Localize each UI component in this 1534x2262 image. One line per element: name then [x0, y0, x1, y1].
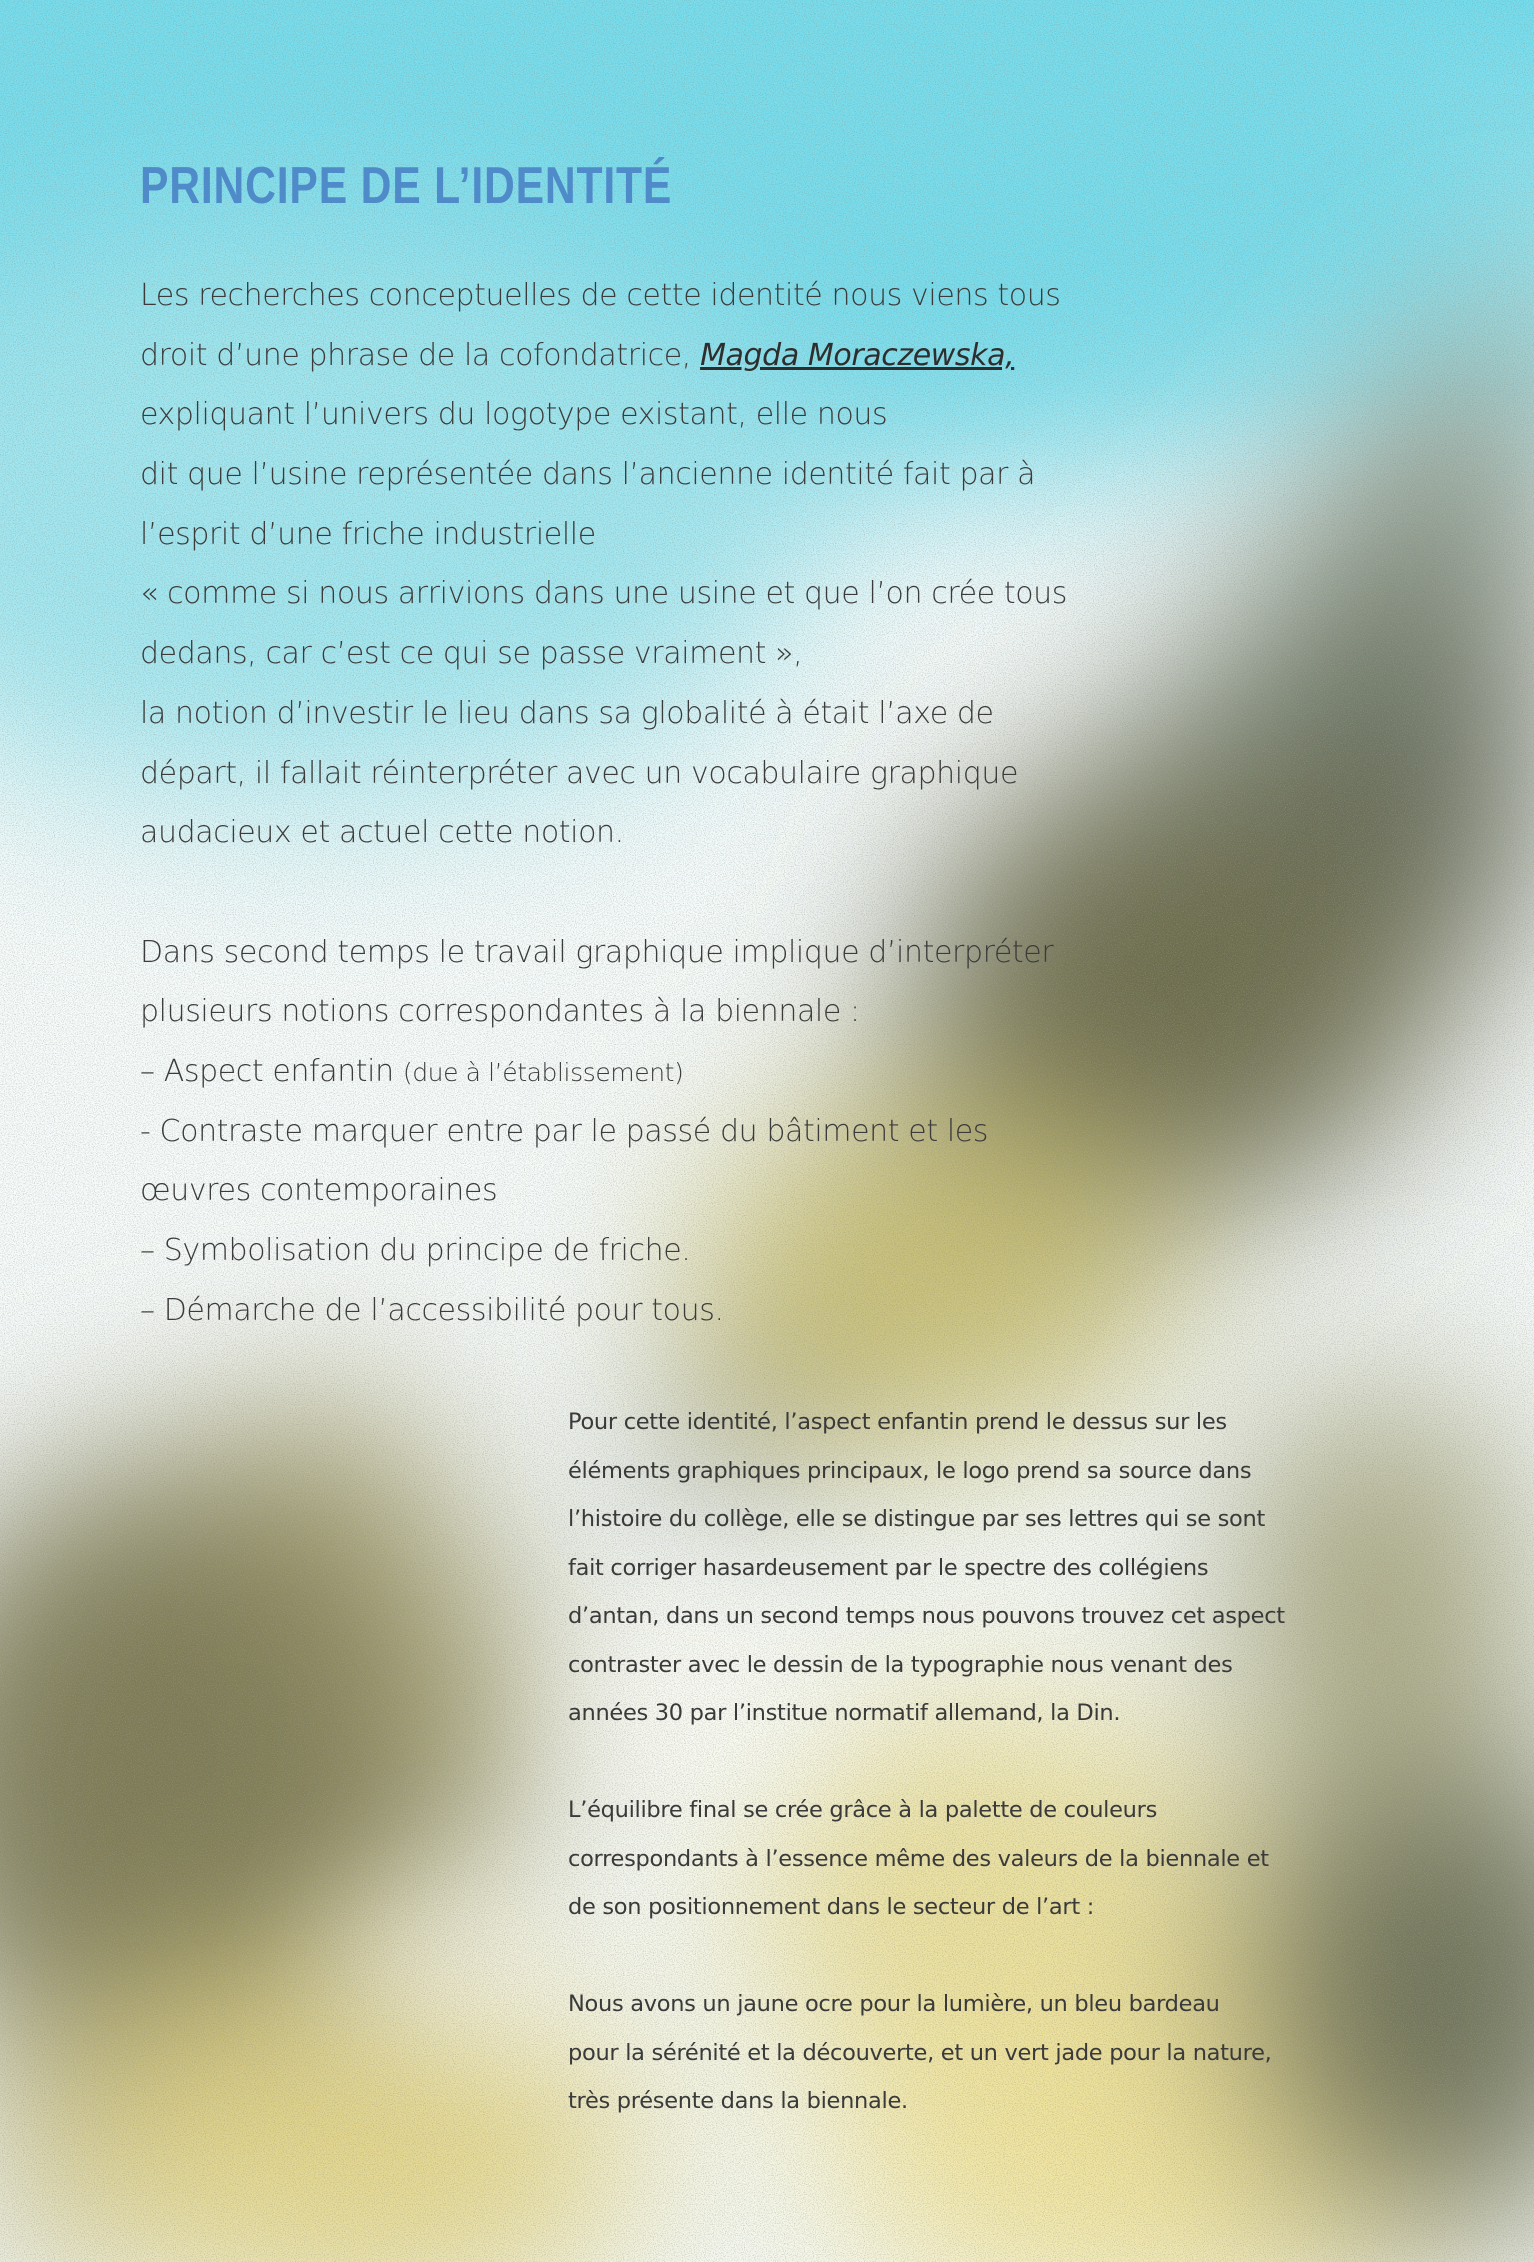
side-line: de son positionnement dans le secteur de l’art :: [568, 1894, 1094, 1920]
paragraph-gap: [568, 1932, 1398, 1981]
paragraph-gap: [568, 1738, 1398, 1787]
side-line: correspondants à l’essence même des valeurs de la biennale et: [568, 1845, 1269, 1872]
side-line: l’histoire du collège, elle se distingue par ses lettres qui se sont: [568, 1506, 1265, 1532]
notion-item: – Symbolisation du principe de friche.: [140, 1233, 691, 1268]
intro-line: [140, 326, 1140, 386]
intro-line: dit que l’usine représentée dans l’ancienne identité fait par à: [140, 457, 1036, 493]
intro-line: l’esprit d’une friche industrielle: [140, 516, 596, 552]
side-line: d’antan, dans un second temps nous pouvons trouvez cet aspect: [568, 1603, 1285, 1629]
notion-item-note: (due à l’établissement): [402, 1057, 684, 1087]
notions-line: plusieurs notions correspondantes à la biennale :: [140, 994, 860, 1030]
intro-line: expliquant l’univers du logotype existant, elle nous: [140, 397, 888, 433]
side-line: Nous avons un jaune ocre pour la lumière, un bleu bardeau: [568, 1991, 1220, 2017]
paragraph-gap: [140, 863, 1140, 923]
quote-line: dedans, car c’est ce qui se passe vraiment »,: [140, 636, 803, 672]
notion-item-continued: œuvres contemporaines: [140, 1173, 498, 1209]
notion-item: – Démarche de l’accessibilité pour tous.: [140, 1292, 724, 1328]
side-line: Pour cette identité, l’aspect enfantin prend le dessus sur les: [568, 1409, 1227, 1435]
side-line: fait corriger hasardeusement par le spectre des collégiens: [568, 1554, 1209, 1581]
intro-line: audacieux et actuel cette notion.: [140, 815, 624, 851]
intro-line-text: droit d’une phrase de la cofondatrice,: [140, 337, 701, 373]
notion-item: [140, 1042, 1140, 1102]
cofounder-link[interactable]: Magda Moraczewska,: [700, 337, 1015, 373]
intro-text: [140, 266, 1140, 1340]
side-line: contraster avec le dessin de la typographie nous venant des: [568, 1651, 1233, 1678]
page-title: PRINCIPE DE L’IDENTITÉ: [140, 157, 673, 215]
side-line: pour la sérénité et la découverte, et un vert jade pour la nature,: [568, 2039, 1272, 2066]
side-line: très présente dans la biennale.: [568, 2088, 908, 2114]
notion-item: - Contraste marquer entre par le passé du bâtiment et les: [140, 1113, 989, 1149]
side-line: éléments graphiques principaux, le logo prend sa source dans: [568, 1457, 1252, 1484]
intro-line: départ, il fallait réinterpréter avec un vocabulaire graphique: [140, 755, 1019, 791]
quote-line: « comme si nous arrivions dans une usine et que l’on crée tous: [140, 576, 1068, 612]
side-line: années 30 par l’institue normatif allemand, la Din.: [568, 1700, 1121, 1726]
notion-item-label: – Aspect enfantin: [140, 1053, 403, 1089]
notions-line: Dans second temps le travail graphique implique d’interpréter: [140, 934, 1054, 970]
intro-line: la notion d’investir le lieu dans sa globalité à était l’axe de: [140, 695, 994, 731]
side-column: [568, 1398, 1398, 2126]
intro-line: Les recherches conceptuelles de cette identité nous viens tous: [140, 278, 1061, 313]
side-line: L’équilibre final se crée grâce à la palette de couleurs: [568, 1797, 1157, 1823]
